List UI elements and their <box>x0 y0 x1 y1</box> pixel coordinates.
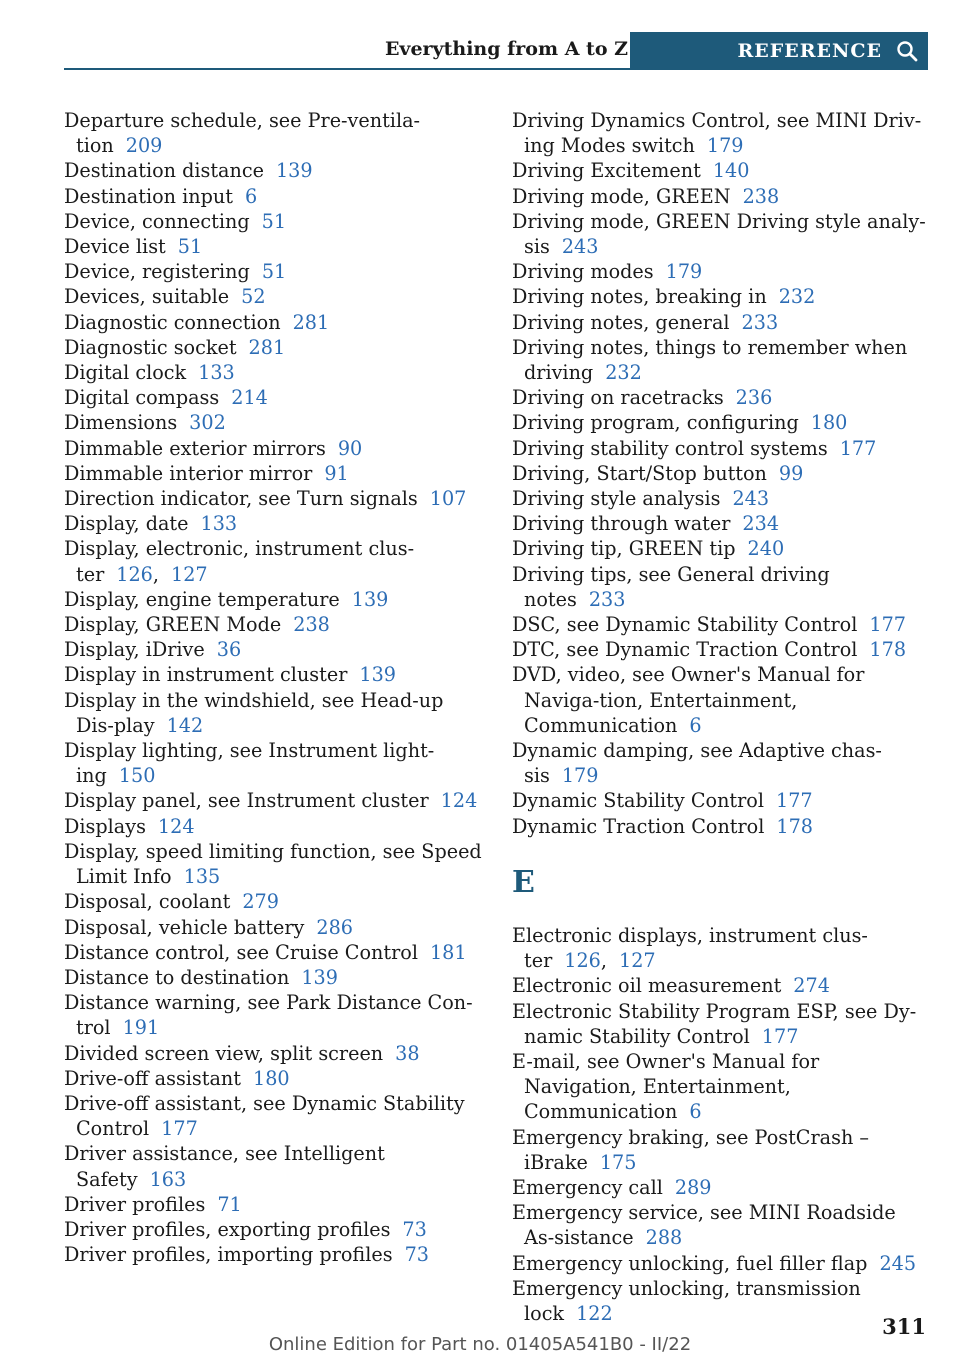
index-entry-text: Driver profiles, importing profiles <box>64 1243 393 1267</box>
index-entry-text: Driving notes, general <box>512 310 730 334</box>
page-link[interactable]: 245 <box>879 1251 917 1275</box>
page-link[interactable]: 238 <box>293 613 330 637</box>
index-entry-text: Dimmable interior mirror <box>64 461 313 485</box>
page-link[interactable]: 51 <box>261 209 287 233</box>
index-entry <box>64 511 484 536</box>
index-entry <box>64 158 484 183</box>
index-group-e <box>512 923 932 1326</box>
index-entry-text: Driving on racetracks <box>512 386 724 410</box>
page-link[interactable]: 139 <box>301 965 338 989</box>
page-link[interactable]: 90 <box>337 436 363 460</box>
index-entry-text: Device, registering <box>64 260 250 284</box>
page-link[interactable]: 51 <box>177 235 203 259</box>
index-entry-text: Electronic Stability Program ESP, see Dy-namic Stability Control <box>512 999 917 1048</box>
page-link[interactable]: 232 <box>605 361 642 385</box>
page-link[interactable]: 238 <box>742 184 780 208</box>
index-entry <box>512 662 932 738</box>
index-entry <box>512 612 932 637</box>
page-link[interactable]: 180 <box>810 411 848 435</box>
page-link[interactable]: 124 <box>440 789 478 813</box>
index-entry <box>64 839 484 889</box>
page-link[interactable]: 240 <box>747 537 785 561</box>
page-separator: , <box>600 949 607 973</box>
page-link[interactable]: 73 <box>402 1217 427 1241</box>
page-link[interactable]: 214 <box>231 386 268 410</box>
index-entry-text: Driving style analysis <box>512 487 721 511</box>
page-link[interactable]: 288 <box>645 1226 683 1250</box>
index-entry-text: Display in the windshield, see Head-up Dis-play <box>64 688 444 737</box>
index-entry <box>512 923 932 973</box>
index-entry <box>512 461 932 486</box>
index-column-right <box>512 108 932 1326</box>
page-link[interactable]: 177 <box>161 1117 198 1141</box>
index-entry <box>512 108 932 158</box>
index-entry <box>64 184 484 209</box>
index-entry <box>512 184 932 209</box>
index-entry-text: Driving program, configuring <box>512 411 799 435</box>
page-link[interactable]: 127 <box>170 562 208 586</box>
index-entry-text: Divided screen view, split screen <box>64 1041 384 1065</box>
index-entry <box>64 889 484 914</box>
index-entry-text: Disposal, coolant <box>64 890 231 914</box>
index-entry-text: Emergency unlocking, transmission lock <box>512 1276 861 1325</box>
index-entry-text: Diagnostic connection <box>64 310 281 334</box>
index-entry <box>512 637 932 662</box>
index-entry-text: Display, speed limiting function, see Speed Limit Info <box>64 839 482 889</box>
index-entry <box>64 209 484 234</box>
page-link[interactable]: 38 <box>395 1041 420 1065</box>
index-entry-text: Driving Excitement <box>512 159 701 183</box>
index-entry <box>64 1242 484 1267</box>
page-link[interactable]: 177 <box>776 789 813 813</box>
index-entry <box>64 410 484 435</box>
page-link[interactable]: 279 <box>242 890 279 914</box>
page-link[interactable]: 133 <box>198 361 235 385</box>
index-group-d <box>512 108 932 839</box>
page-link[interactable]: 99 <box>778 461 804 485</box>
index-entry-text: Device, connecting <box>64 209 250 233</box>
page-link[interactable]: 179 <box>665 260 703 284</box>
index-entry <box>512 999 932 1049</box>
index-entry <box>64 814 484 839</box>
index-entry <box>512 511 932 536</box>
page-link[interactable]: 286 <box>316 915 353 939</box>
page-link[interactable]: 142 <box>166 713 204 737</box>
index-entry-text: Driving mode, GREEN <box>512 184 731 208</box>
page-link[interactable]: 127 <box>618 949 656 973</box>
search-icon <box>896 40 918 62</box>
page-link[interactable]: 124 <box>157 814 195 838</box>
page-link[interactable]: 150 <box>118 764 156 788</box>
index-entry <box>64 486 484 511</box>
index-entry <box>512 284 932 309</box>
page-link[interactable]: 179 <box>561 764 599 788</box>
index-entry-text: Dimensions <box>64 411 178 435</box>
reference-tab-label: REFERENCE <box>737 40 882 62</box>
page-link[interactable]: 179 <box>706 134 744 158</box>
index-entry <box>64 1091 484 1141</box>
index-entry <box>64 587 484 612</box>
index-entry-text: Driving mode, GREEN Driving style analy-sis <box>512 209 926 259</box>
page-link[interactable]: 139 <box>275 159 313 183</box>
index-entry-text: Disposal, vehicle battery <box>64 915 305 939</box>
page-link[interactable]: 180 <box>253 1066 290 1090</box>
index-entry <box>512 209 932 259</box>
index-entry <box>512 536 932 561</box>
index-entry-text: Display lighting, see Instrument light-ing <box>64 739 435 788</box>
index-entry-text: Electronic displays, instrument clus-ter <box>512 923 868 973</box>
page-link[interactable]: 140 <box>712 159 750 183</box>
index-entry-text: Distance to destination <box>64 965 290 989</box>
index-entry <box>64 385 484 410</box>
index-entry-text: Display panel, see Instrument cluster <box>64 789 429 813</box>
index-entry <box>64 360 484 385</box>
page-link[interactable]: 243 <box>561 235 599 259</box>
index-entry <box>512 788 932 813</box>
page-link[interactable]: 36 <box>216 638 242 662</box>
index-entry <box>64 1217 484 1242</box>
page-link[interactable]: 133 <box>200 512 238 536</box>
index-entry <box>64 1066 484 1091</box>
index-entry <box>64 990 484 1040</box>
section-title: Everything from A to Z <box>384 38 628 60</box>
index-entry <box>64 612 484 637</box>
page-link[interactable]: 233 <box>588 587 626 611</box>
index-entry <box>64 436 484 461</box>
page-number: 311 <box>882 1314 926 1339</box>
index-entry-text: Distance control, see Cruise Control <box>64 940 418 964</box>
index-entry-text: Driving, Start/Stop button <box>512 461 767 485</box>
index-entry <box>64 662 484 687</box>
index-entry-text: Digital clock <box>64 361 187 385</box>
index-entry-text: E-mail, see Owner's Manual for Navigation, Entertainment, Communication <box>512 1049 820 1124</box>
index-entry <box>64 310 484 335</box>
index-entry-text: Display, electronic, instrument clus-ter <box>64 537 415 586</box>
index-entry <box>512 259 932 284</box>
page-link[interactable]: 232 <box>778 285 816 309</box>
page-link[interactable]: 71 <box>217 1192 242 1216</box>
index-entry <box>512 1200 932 1250</box>
page-link[interactable]: 163 <box>149 1167 187 1191</box>
page-link[interactable]: 234 <box>742 512 780 536</box>
index-entry-text: Emergency service, see MINI Roadside As-sistance <box>512 1201 896 1250</box>
index-entry <box>512 486 932 511</box>
index-entry <box>64 536 484 586</box>
index-entry <box>512 158 932 183</box>
index-entry-text: Driver profiles <box>64 1192 206 1216</box>
index-entry-text: Emergency call <box>512 1175 663 1199</box>
page-link[interactable]: 126 <box>116 562 153 586</box>
header-rule <box>64 68 928 70</box>
index-entry <box>64 335 484 360</box>
index-entry <box>512 1276 932 1326</box>
index-entry <box>512 436 932 461</box>
index-entry <box>512 1125 932 1175</box>
index-entry <box>512 310 932 335</box>
index-column-left <box>64 108 484 1267</box>
index-entry-text: Device list <box>64 235 166 259</box>
index-entry-text: Emergency braking, see PostCrash – iBrake <box>512 1125 869 1174</box>
index-entry <box>64 940 484 965</box>
index-entry <box>512 385 932 410</box>
page-link[interactable]: 135 <box>183 865 221 889</box>
page-link[interactable]: 51 <box>261 260 287 284</box>
index-entry <box>64 461 484 486</box>
page-link[interactable]: 191 <box>122 1016 160 1040</box>
index-entry <box>512 335 932 385</box>
page-link[interactable]: 6 <box>689 1100 702 1124</box>
page-link[interactable]: 274 <box>793 974 830 998</box>
index-entry-text: Display in instrument cluster <box>64 663 348 687</box>
index-entry-text: Driving notes, breaking in <box>512 285 767 309</box>
page-link[interactable]: 73 <box>404 1243 429 1267</box>
index-entry <box>512 1251 932 1276</box>
index-entry-text: Driving Dynamics Control, see MINI Driv-ing Modes switch <box>512 109 922 158</box>
page-link[interactable]: 177 <box>761 1024 799 1048</box>
index-entry-text: Destination input <box>64 184 233 208</box>
page-link[interactable]: 209 <box>125 134 163 158</box>
index-entry-text: Driver profiles, exporting profiles <box>64 1217 391 1241</box>
page-link[interactable]: 139 <box>351 587 389 611</box>
index-entry <box>512 973 932 998</box>
page-link[interactable]: 281 <box>248 335 286 359</box>
index-entry-text: Display, date <box>64 512 189 536</box>
page-link[interactable]: 52 <box>241 285 266 309</box>
index-entry-text: Digital compass <box>64 386 220 410</box>
index-entry-text: Electronic oil measurement <box>512 974 782 998</box>
index-entry-text: Departure schedule, see Pre-ventila-tion <box>64 109 420 158</box>
footer-edition: Online Edition for Part no. 01405A541B0 - II/22 <box>268 1334 692 1355</box>
index-entry <box>512 562 932 612</box>
page-header <box>64 32 928 70</box>
index-entry-text: Dynamic Traction Control <box>512 814 765 838</box>
index-entry-text: DSC, see Dynamic Stability Control <box>512 613 858 637</box>
index-entry-text: DTC, see Dynamic Traction Control <box>512 638 858 662</box>
page-link[interactable]: 233 <box>741 310 779 334</box>
index-entry-text: Emergency unlocking, fuel filler flap <box>512 1251 868 1275</box>
page-link[interactable]: 177 <box>839 436 877 460</box>
index-entry-text: Driver assistance, see Intelligent Safety <box>64 1142 385 1191</box>
index-entry <box>512 410 932 435</box>
page-separator: , <box>152 562 159 586</box>
index-entry-text: Destination distance <box>64 159 264 183</box>
section-letter: E <box>512 864 535 900</box>
page-link[interactable]: 175 <box>599 1150 637 1174</box>
page-link[interactable]: 91 <box>324 461 349 485</box>
page-link[interactable]: 139 <box>359 663 397 687</box>
page-link[interactable]: 181 <box>429 940 467 964</box>
index-entry <box>64 688 484 738</box>
reference-tab <box>630 32 928 70</box>
index-entry <box>64 108 484 158</box>
index-entry <box>64 788 484 813</box>
index-entry <box>64 234 484 259</box>
index-entry <box>64 637 484 662</box>
index-entry-text: Driving tip, GREEN tip <box>512 537 736 561</box>
index-entry-text: Distance warning, see Park Distance Con-trol <box>64 991 473 1040</box>
index-entry <box>64 1141 484 1191</box>
page-link[interactable]: 6 <box>689 713 702 737</box>
index-entry-text: Display, engine temperature <box>64 587 340 611</box>
index-entry <box>64 965 484 990</box>
index-entry-text: Dynamic Stability Control <box>512 789 764 813</box>
index-entry-text: Driving stability control systems <box>512 436 828 460</box>
index-entry-text: Drive-off assistant <box>64 1066 241 1090</box>
page-link[interactable]: 6 <box>244 184 258 208</box>
index-entry-text: Driving modes <box>512 260 654 284</box>
page-link[interactable]: 178 <box>869 638 907 662</box>
page-link[interactable]: 236 <box>735 386 773 410</box>
page-link[interactable]: 302 <box>189 411 226 435</box>
page-link[interactable]: 126 <box>564 949 601 973</box>
index-entry-text: Display, GREEN Mode <box>64 613 282 637</box>
index-entry-text: Driving notes, things to remember when driving <box>512 335 908 385</box>
index-entry <box>64 738 484 788</box>
page-link[interactable]: 281 <box>292 310 330 334</box>
page-link[interactable]: 289 <box>674 1175 712 1199</box>
page-link[interactable]: 178 <box>776 814 813 838</box>
index-entry-text: Direction indicator, see Turn signals <box>64 487 418 511</box>
index-entry <box>512 738 932 788</box>
index-entry-text: Driving tips, see General driving notes <box>512 562 830 611</box>
index-entry-text: Driving through water <box>512 512 731 536</box>
index-entry <box>64 1041 484 1066</box>
index-entry-text: Drive-off assistant, see Dynamic Stability Control <box>64 1091 465 1141</box>
index-entry-text: DVD, video, see Owner's Manual for Naviga-tion, Entertainment, Communication <box>512 663 865 737</box>
page-link[interactable]: 107 <box>429 487 467 511</box>
index-entry-text: Devices, suitable <box>64 285 230 309</box>
index-entry-text: Displays <box>64 814 146 838</box>
index-entry <box>512 1175 932 1200</box>
index-entry <box>512 1049 932 1125</box>
page-link[interactable]: 177 <box>869 613 906 637</box>
index-entry-text: Dimmable exterior mirrors <box>64 436 326 460</box>
index-entry <box>64 915 484 940</box>
index-entry <box>512 814 932 839</box>
page-link[interactable]: 243 <box>732 487 770 511</box>
index-entry <box>64 259 484 284</box>
index-entry-text: Display, iDrive <box>64 638 205 662</box>
index-entry-text: Dynamic damping, see Adaptive chas-sis <box>512 739 882 788</box>
index-entry <box>64 1192 484 1217</box>
index-entry-text: Diagnostic socket <box>64 335 237 359</box>
page-link[interactable]: 122 <box>576 1301 613 1325</box>
index-entry <box>64 284 484 309</box>
